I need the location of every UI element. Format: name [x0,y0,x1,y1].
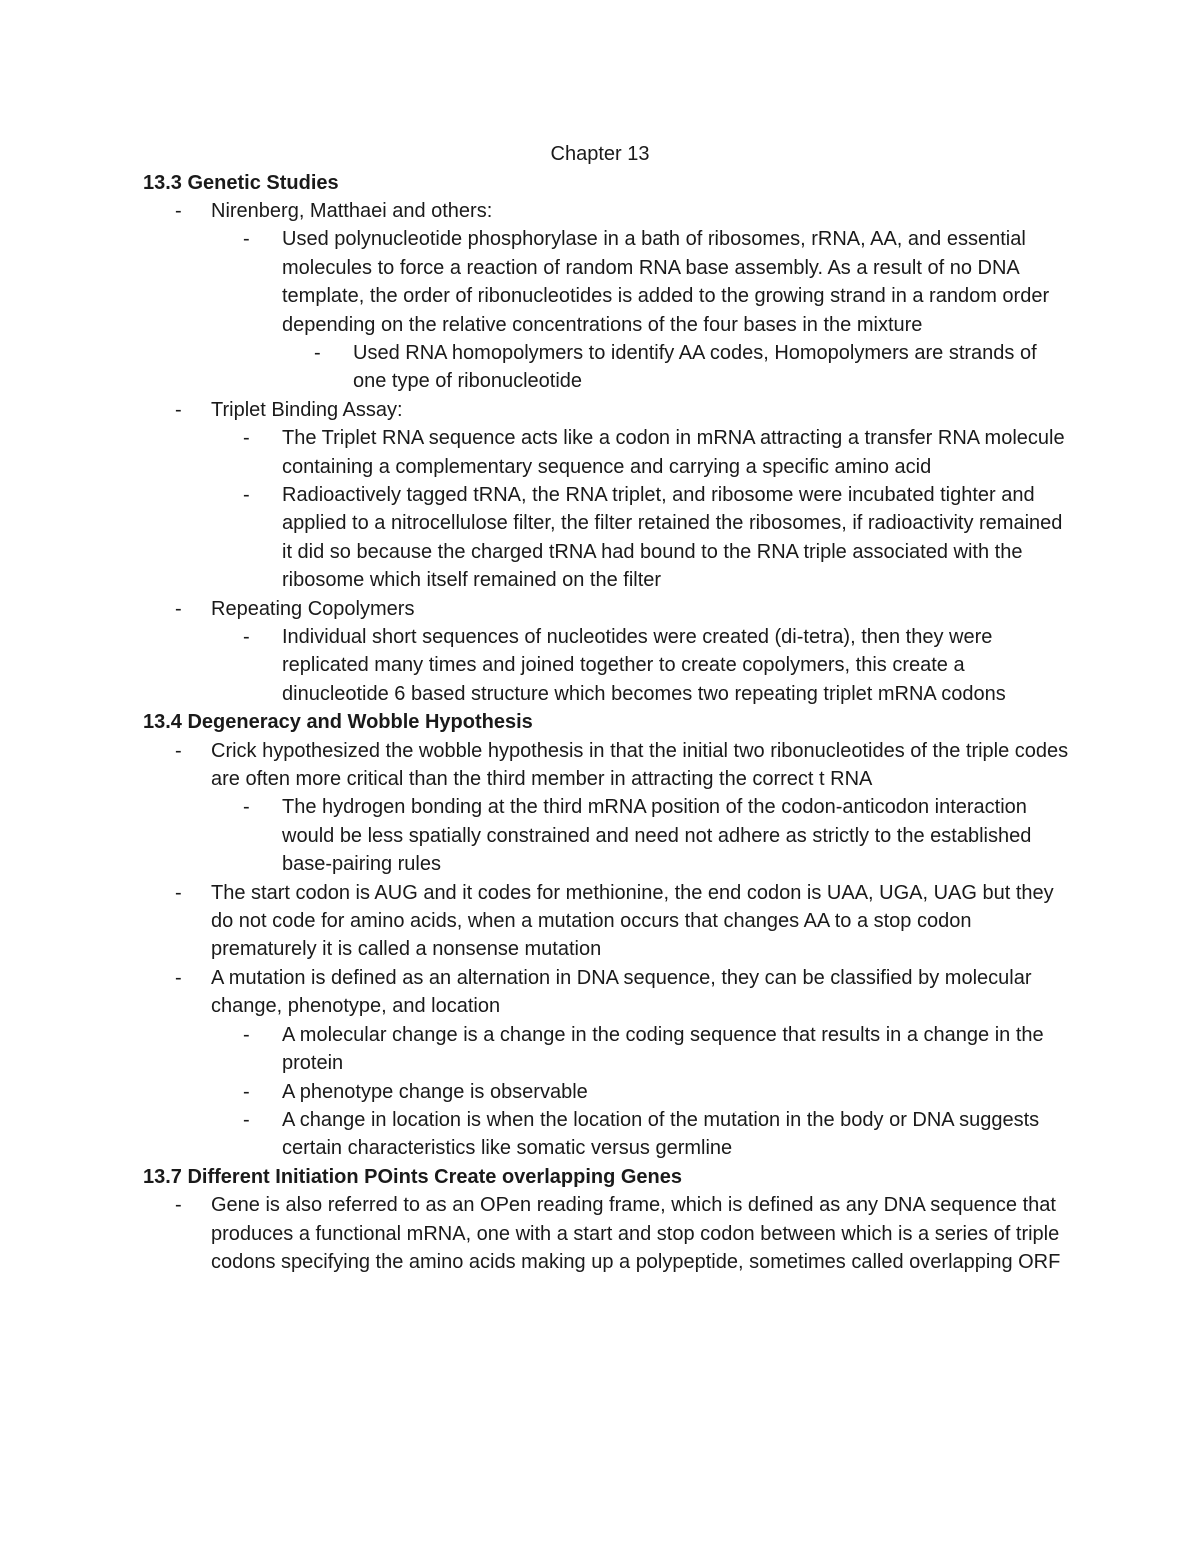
list-item [143,595,1073,709]
list-item-text: Nirenberg, Matthaei and others: [211,199,493,222]
list-item [211,225,1073,395]
list-item [143,879,1073,964]
section-heading: 13.7 Different Initiation POints Create overlapping Genes [143,1165,683,1188]
list-item [211,481,1073,595]
list-item-text: Gene is also referred to as an OPen reading frame, which is defined as any DNA sequence that produces a functional mRNA, one with a start and stop codon between which is a series of triple codons specifying the amino acids making up a polypeptide, sometimes called overlapping ORF [211,1194,1061,1273]
list-item [211,1106,1073,1163]
dash-bullet: - [175,739,182,762]
list-item-text: Individual short sequences of nucleotides were created (di-tetra), then they were replicated many times and joined together to create copolymers, this create a dinucleotide 6 based structure which becomes two repeating triplet mRNA codons [282,626,1006,705]
dash-bullet: - [243,1108,250,1131]
list-item-text: Repeating Copolymers [211,597,415,620]
dash-bullet: - [243,483,250,506]
list-item [143,197,1073,396]
dash-bullet: - [175,881,182,904]
list-item-text: Used polynucleotide phosphorylase in a bath of ribosomes, rRNA, AA, and essential molecules to force a reaction of random RNA base assembly. As a result of no DNA template, the order of ribonucleotides is added to the growing strand in a random order depending on the relative concentrations of the four bases in the mixture [282,228,1050,336]
document-section [143,1163,1073,1277]
dash-bullet: - [175,1194,182,1217]
list-item-text: Radioactively tagged tRNA, the RNA triplet, and ribosome were incubated tighter and applied to a nitrocellulose filter, the filter retained the ribosomes, if radioactivity remained it did so because the charged tRNA had bound to the RNA triple associated with the ribosome which itself remained on the filter [282,483,1063,592]
dash-bullet: - [243,796,250,819]
dash-bullet: - [243,1023,250,1046]
dash-bullet: - [175,199,182,222]
dash-bullet: - [243,626,250,648]
bullet-list-level-1 [143,197,1073,708]
list-item [211,793,1073,878]
bullet-list-level-1 [143,737,1073,1163]
section-heading: 13.4 Degeneracy and Wobble Hypothesis [143,711,533,734]
page-title: Chapter 13 [550,143,650,165]
list-item [211,1078,1073,1106]
list-item-text: A phenotype change is observable [282,1080,588,1103]
list-item [211,623,1073,708]
list-item [143,737,1073,879]
bullet-list-level-2 [211,1021,1073,1163]
bullet-list-level-1 [143,1191,1073,1276]
list-item-text: A change in location is when the location of the mutation in the body or DNA suggests certain characteristics like somatic versus germline [282,1108,1040,1160]
list-item [143,964,1073,1163]
dash-bullet: - [175,597,182,620]
list-item-text: The start codon is AUG and it codes for methionine, the end codon is UAA, UGA, UAG but they do not code for amino acids, when a mutation occurs that changes AA to a stop codon prematurely it is called a nonsense mutation [211,881,1054,961]
document-section [143,169,1073,709]
bullet-list-level-2 [211,225,1073,395]
list-item [211,424,1073,481]
dash-bullet: - [175,966,182,989]
dash-bullet: - [243,1080,250,1103]
list-item-text: A mutation is defined as an alternation in DNA sequence, they can be classified by molecular change, phenotype, and location [211,966,1032,1018]
bullet-list-level-2 [211,793,1073,878]
section-heading: 13.3 Genetic Studies [143,171,339,194]
bullet-list-level-2 [211,623,1073,708]
bullet-list-level-3 [282,339,1073,396]
list-item [282,339,1073,396]
list-item [143,396,1073,595]
list-item [143,1191,1073,1276]
dash-bullet: - [243,228,250,251]
list-item-text: The hydrogen bonding at the third mRNA position of the codon-anticodon interaction would be less spatially constrained and need not adhere as strictly to the established base-pairing rules [282,796,1032,876]
list-item-text: A molecular change is a change in the coding sequence that results in a change in the protein [282,1023,1044,1075]
document-section [143,708,1073,1163]
dash-bullet: - [175,398,182,421]
list-item-text: Triplet Binding Assay: [211,398,403,421]
dash-bullet: - [314,341,321,364]
bullet-list-level-2 [211,424,1073,594]
list-item-text: Used RNA homopolymers to identify AA codes, Homopolymers are strands of one type of ribonucleotide [353,341,1037,393]
document-body [143,169,1073,1277]
list-item [211,1021,1073,1078]
list-item-text: The Triplet RNA sequence acts like a codon in mRNA attracting a transfer RNA molecule containing a complementary sequence and carrying a specific amino acid [282,427,1065,478]
dash-bullet: - [243,427,250,450]
list-item-text: Crick hypothesized the wobble hypothesis in that the initial two ribonucleotides of the triple codes are often more critical than the third member in attracting the correct t RNA [211,739,1069,791]
